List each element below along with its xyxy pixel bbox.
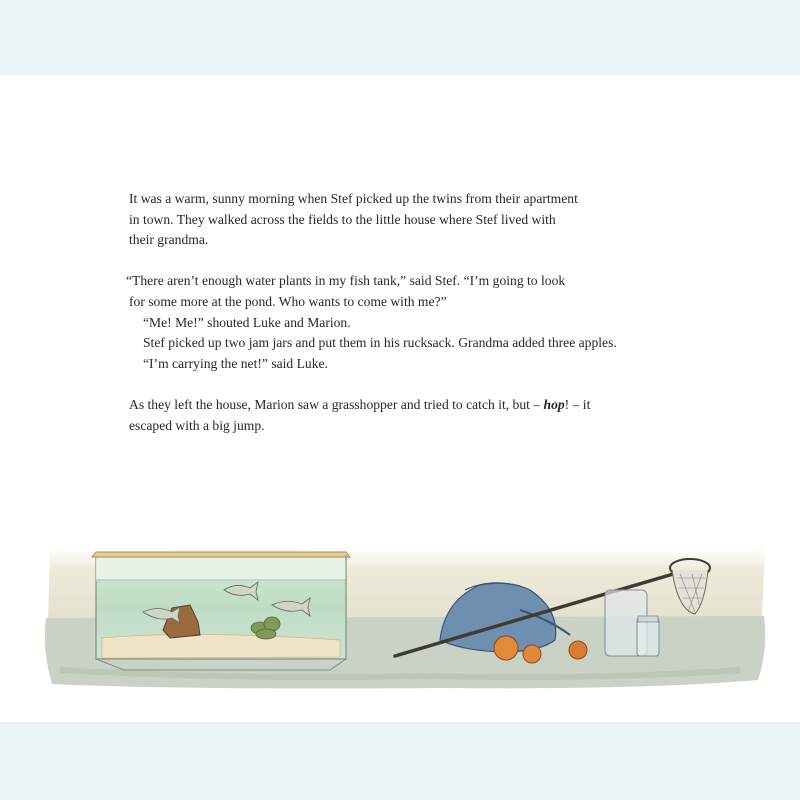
emphasis-hop: hop: [543, 396, 565, 412]
text-line: their grandma.: [129, 232, 209, 248]
paragraph-2: [126, 271, 689, 374]
text-line: in town. They walked across the fields to the little house where Stef lived with: [129, 211, 556, 227]
text-span: ! – it: [564, 396, 591, 412]
text-line: escaped with a big jump.: [129, 417, 265, 433]
text-line: [129, 395, 689, 416]
text-line: for some more at the pond. Who wants to come with me?”: [129, 293, 447, 309]
top-margin-band: [0, 0, 800, 75]
text-line: “There aren’t enough water plants in my fish tank,” said Stef. “I’m going to look: [126, 273, 566, 289]
illustration: [40, 530, 770, 695]
story-text: [126, 189, 689, 436]
dialogue-line: “Me! Me!” shouted Luke and Marion.: [143, 314, 351, 330]
paragraph-1: [129, 189, 689, 251]
text-span: As they left the house, Marion saw a grasshopper and tried to catch it, but –: [129, 396, 544, 412]
fish-tank: [92, 552, 350, 670]
text-line: It was a warm, sunny morning when Stef picked up the twins from their apartment: [129, 191, 578, 206]
bottom-margin-band: [0, 722, 800, 800]
dialogue-line: “I’m carrying the net!” said Luke.: [143, 355, 328, 371]
paragraph-3: [129, 395, 689, 436]
dialogue-line: Stef picked up two jam jars and put them in his rucksack. Grandma added three apples.: [143, 335, 617, 351]
